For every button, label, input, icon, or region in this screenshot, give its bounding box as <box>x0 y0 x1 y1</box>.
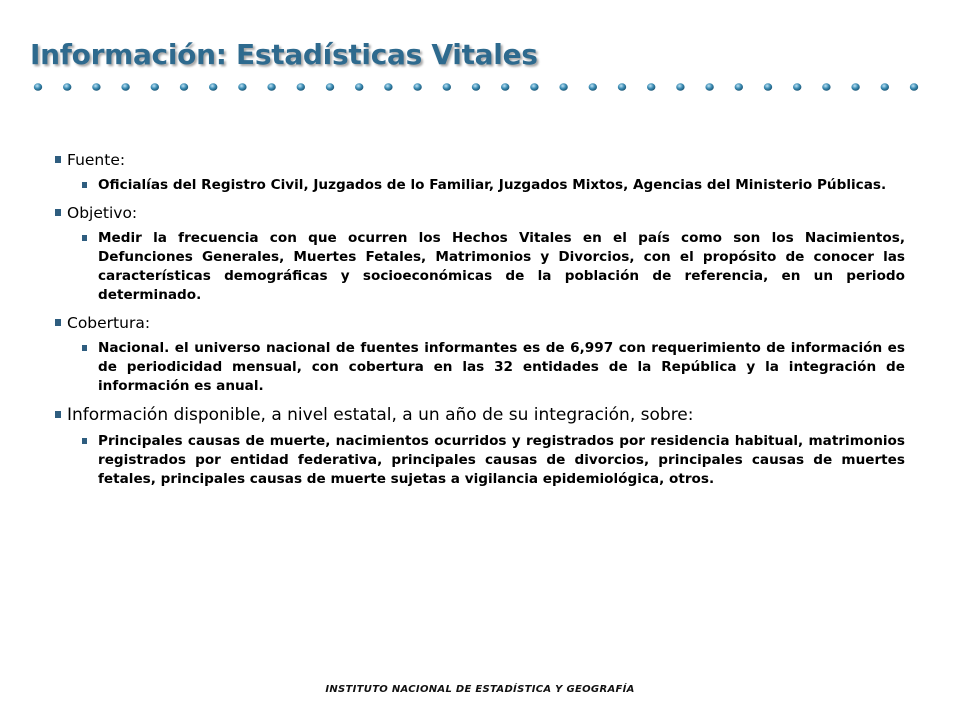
divider-dot <box>530 83 538 91</box>
divider-dot <box>822 83 830 91</box>
section-heading <box>55 404 905 426</box>
divider-dot <box>413 83 421 91</box>
divider-dot <box>34 83 42 91</box>
page-title: Información: Estadísticas Vitales <box>30 38 538 71</box>
section-body-text: Principales causas de muerte, nacimientos ocurridos y registrados por residencia habitual, matrimonios registrados por entidad federativa, principales causas de divorcios, principales causas de muertes fetales, principales causas de muerte sujetas a vigilancia epidemiológica, otros. <box>98 433 905 487</box>
bullet-square-icon <box>55 411 61 418</box>
section-heading <box>55 313 905 333</box>
divider-dot <box>851 83 859 91</box>
divider-dot <box>121 83 129 91</box>
section-fuente <box>55 150 905 195</box>
divider-dot <box>676 83 684 91</box>
section-heading <box>55 203 905 223</box>
sub-bullet-square-icon <box>82 182 87 188</box>
section-heading-text: Cobertura: <box>67 314 151 332</box>
divider-dot <box>793 83 801 91</box>
divider-dot <box>589 83 597 91</box>
divider-dot <box>705 83 713 91</box>
section-body-text: Oficialías del Registro Civil, Juzgados de lo Familiar, Juzgados Mixtos, Agencias del Ministerio Públicas. <box>98 177 887 193</box>
divider-dot <box>63 83 71 91</box>
divider-dot <box>618 83 626 91</box>
bullet-square-icon <box>55 319 61 326</box>
divider-dot <box>384 83 392 91</box>
sub-bullet-square-icon <box>82 235 87 241</box>
section-body-text: Medir la frecuencia con que ocurren los Hechos Vitales en el país como son los Nacimientos, Defunciones Generales, Muertes Fetales, Matrimonios y Divorcios, con el propósito de conocer las características demográficas y socioeconómicas de la población de referencia, en un periodo determinado. <box>98 230 905 303</box>
content-body <box>55 150 905 497</box>
divider-dot <box>501 83 509 91</box>
section-objetivo <box>55 203 905 305</box>
section-text <box>98 176 905 195</box>
dotted-divider <box>32 80 932 94</box>
divider-dot <box>297 83 305 91</box>
section-heading-text: Información disponible, a nivel estatal, a un año de su integración, sobre: <box>67 405 694 425</box>
divider-dot <box>559 83 567 91</box>
sub-bullet-square-icon <box>82 438 87 444</box>
section-heading <box>55 150 905 170</box>
divider-dot <box>764 83 772 91</box>
section-body-text: Nacional. el universo nacional de fuentes informantes es de 6,997 con requerimiento de información es de periodicidad mensual, con cobertura en las 32 entidades de la República y la integración de información es anual. <box>98 340 905 394</box>
divider-dot <box>472 83 480 91</box>
divider-dot <box>267 83 275 91</box>
section-cobertura <box>55 313 905 396</box>
divider-dot <box>209 83 217 91</box>
footer-institution: INSTITUTO NACIONAL DE ESTADÍSTICA Y GEOGRAFÍA <box>325 684 635 695</box>
section-text <box>98 432 905 489</box>
section-informacion-disponible <box>55 404 905 489</box>
divider-dot <box>881 83 889 91</box>
section-text <box>98 229 905 305</box>
section-heading-text: Objetivo: <box>67 204 138 222</box>
section-text <box>98 339 905 396</box>
divider-dot <box>355 83 363 91</box>
divider-dot <box>910 83 918 91</box>
divider-dot <box>238 83 246 91</box>
divider-dot <box>443 83 451 91</box>
divider-dot <box>326 83 334 91</box>
divider-dot <box>180 83 188 91</box>
divider-dot <box>92 83 100 91</box>
sub-bullet-square-icon <box>82 345 87 351</box>
bullet-square-icon <box>55 209 61 216</box>
divider-dot <box>151 83 159 91</box>
divider-dot <box>647 83 655 91</box>
bullet-square-icon <box>55 156 61 163</box>
divider-dot <box>735 83 743 91</box>
section-heading-text: Fuente: <box>67 151 126 169</box>
